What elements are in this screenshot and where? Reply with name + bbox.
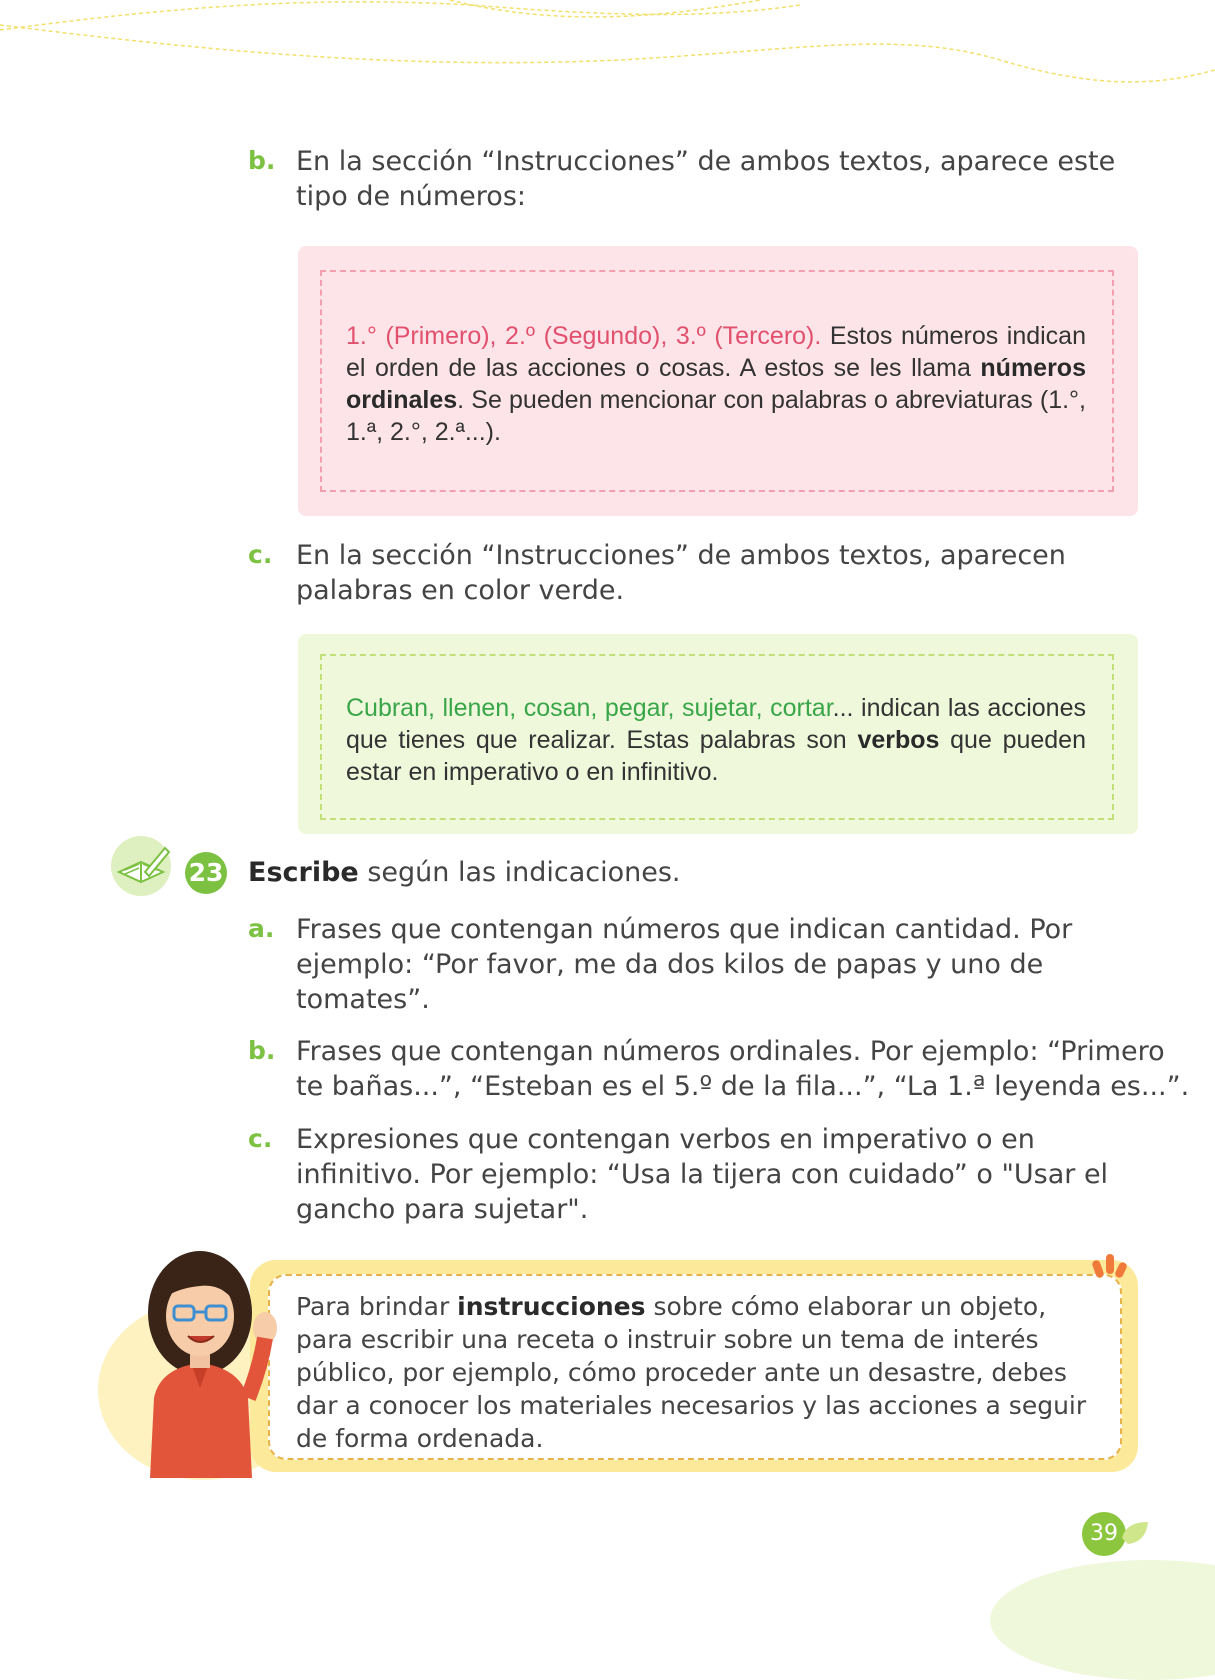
activity-verb: Escribe: [248, 857, 359, 888]
writing-notebook-icon: [105, 834, 177, 898]
bottom-decor-arc: [990, 1560, 1215, 1680]
ordinal-examples: 1.° (Primero), 2.º (Segundo), 3.º (Tercero).: [346, 322, 822, 350]
verbs-term: verbos: [857, 726, 940, 754]
activity-item-b-line1: Frases que contengan números ordinales. Por ejemplo: “Primero: [296, 1036, 1165, 1067]
activity-item-c-marker: c.: [248, 1124, 273, 1153]
activity-item-c-line3: gancho para sujetar".: [296, 1194, 589, 1225]
item-b-marker: b.: [248, 146, 276, 175]
activity-instruction-text: según las indicaciones.: [358, 857, 681, 888]
activity-item-b-marker: b.: [248, 1036, 276, 1065]
activity-item-a-marker: a.: [248, 914, 275, 943]
activity-item-c-line2: infinitivo. Por ejemplo: “Usa la tijera con cuidado” o "Usar el: [296, 1159, 1109, 1190]
activity-item-a-line3: tomates”.: [296, 984, 430, 1015]
sparkle-icon: [1090, 1252, 1130, 1292]
tip-text-part1: Para brindar: [296, 1292, 458, 1321]
activity-item-a-line2: ejemplo: “Por favor, me da dos kilos de papas y uno de: [296, 949, 1044, 980]
activity-number-badge: 23: [185, 852, 227, 894]
item-b-line2: tipo de números:: [296, 181, 526, 212]
tip-text-part2: sobre cómo elaborar un objeto, para escribir una receta o instruir sobre un tema de interés público, por ejemplo, cómo proceder ante un desastre, debes dar a conocer los materiales necesarios y las acciones a seguir de forma ordenada.: [296, 1292, 1087, 1453]
activity-item-a-line1: Frases que contengan números que indican cantidad. Por: [296, 914, 1073, 945]
teacher-illustration: [130, 1238, 290, 1478]
decorative-top-waves: [0, 0, 1215, 110]
ordinal-text-part2: . Se pueden mencionar con palabras o abreviaturas (1.°, 1.ª, 2.°, 2.ª...).: [346, 386, 1086, 446]
tip-term: instrucciones: [457, 1292, 646, 1321]
activity-item-c-line1: Expresiones que contengan verbos en imperativo o en: [296, 1124, 1035, 1155]
activity-item-b-line2: te bañas...”, “Esteban es el 5.º de la fila...”, “La 1.ª leyenda es...”.: [296, 1071, 1190, 1102]
item-b-line1: En la sección “Instrucciones” de ambos textos, aparece este: [296, 146, 1116, 177]
verbs-text-part2: que pueden estar en imperativo o en infinitivo.: [346, 726, 1086, 786]
ordinal-info-text: [346, 320, 1086, 448]
verbs-info-text: [346, 692, 1086, 788]
leaf-icon: [1120, 1518, 1150, 1548]
item-c-marker: c.: [248, 540, 273, 569]
ordinal-term: números ordinales: [346, 354, 1086, 414]
page-number: 39: [1082, 1512, 1126, 1556]
verbs-text-part1: ... indican las acciones que tienes que realizar. Estas palabras son: [346, 694, 1086, 754]
verb-examples: Cubran, llenen, cosan, pegar, sujetar, cortar: [346, 694, 833, 722]
ordinal-text-part1: Estos números indican el orden de las acciones o cosas. A estos se les llama: [346, 322, 1086, 382]
item-c-line2: palabras en color verde.: [296, 575, 625, 606]
item-c-line1: En la sección “Instrucciones” de ambos textos, aparecen: [296, 540, 1066, 571]
tip-text: [296, 1290, 1096, 1455]
activity-instruction: [248, 855, 681, 890]
